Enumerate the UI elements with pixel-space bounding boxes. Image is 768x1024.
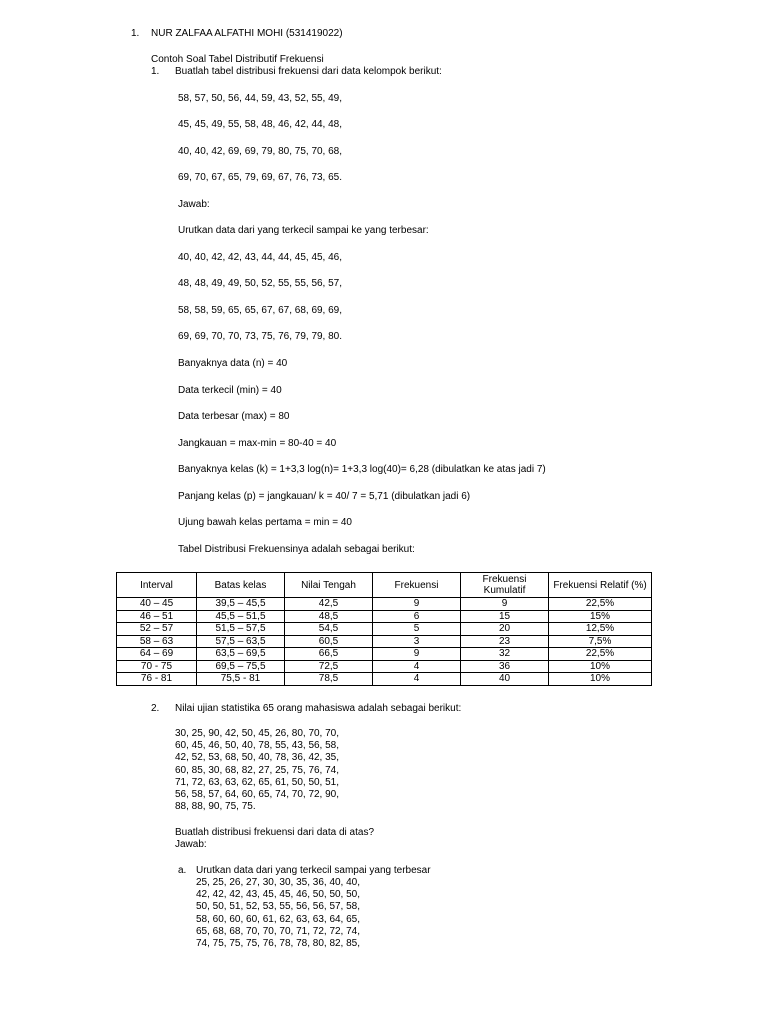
table-row <box>117 598 652 611</box>
step-text: Banyaknya data (n) = 40 <box>178 358 288 369</box>
sorted-line: 58, 58, 59, 65, 65, 67, 67, 68, 69, 69, <box>178 305 343 316</box>
table-cell: 3 <box>373 635 461 648</box>
data-line: 88, 88, 90, 75, 75. <box>175 801 256 813</box>
section-title: Contoh Soal Tabel Distributif Frekuensi <box>151 54 324 65</box>
data-line: 40, 40, 42, 69, 69, 79, 80, 75, 70, 68, <box>178 146 343 157</box>
q2-text: Nilai ujian statistika 65 orang mahasiswa adalah sebagai berikut: <box>175 703 462 714</box>
answer-label: Jawab: <box>178 199 210 210</box>
data-line: 60, 85, 30, 68, 82, 27, 25, 75, 76, 74, <box>175 764 340 776</box>
column-header: Frekuensi Relatif (%) <box>549 573 652 598</box>
table-cell: 70 - 75 <box>117 660 197 673</box>
table-cell: 4 <box>373 660 461 673</box>
step-text: Data terkecil (min) = 40 <box>178 385 282 396</box>
data-line: 60, 45, 46, 50, 40, 78, 55, 43, 56, 58, <box>175 740 340 752</box>
table-cell: 48,5 <box>285 610 373 623</box>
table-cell: 63,5 – 69,5 <box>197 648 285 661</box>
table-cell: 32 <box>461 648 549 661</box>
table-row <box>117 610 652 623</box>
step-text: Jangkauan = max-min = 80-40 = 40 <box>178 438 337 449</box>
table-cell: 39,5 – 45,5 <box>197 598 285 611</box>
column-header: Frekuensi <box>373 573 461 598</box>
table-cell: 54,5 <box>285 623 373 636</box>
table-cell: 12,5% <box>549 623 652 636</box>
data-line: 30, 25, 90, 42, 50, 45, 26, 80, 70, 70, <box>175 728 340 739</box>
sorted-line: 25, 25, 26, 27, 30, 30, 35, 36, 40, 40, <box>196 877 361 888</box>
table-row <box>117 635 652 648</box>
author-name: NUR ZALFAA ALFATHI MOHI (531419022) <box>151 28 343 39</box>
table-cell: 76 - 81 <box>117 673 197 686</box>
table-cell: 66,5 <box>285 648 373 661</box>
table-cell: 75,5 - 81 <box>197 673 285 686</box>
table-cell: 60,5 <box>285 635 373 648</box>
table-row <box>117 623 652 636</box>
table-cell: 9 <box>461 598 549 611</box>
data-line: 69, 70, 67, 65, 79, 69, 67, 76, 73, 65. <box>178 172 343 183</box>
data-line: 56, 58, 57, 64, 60, 65, 74, 70, 72, 90, <box>175 789 340 801</box>
table-cell: 22,5% <box>549 598 652 611</box>
table-cell: 72,5 <box>285 660 373 673</box>
table-cell: 9 <box>373 598 461 611</box>
data-line: 42, 52, 53, 68, 50, 40, 78, 36, 42, 35, <box>175 752 340 764</box>
table-cell: 78,5 <box>285 673 373 686</box>
sort-intro: Urutkan data dari yang terkecil sampai ke yang terbesar: <box>178 225 429 236</box>
sorted-line: 74, 75, 75, 75, 76, 78, 78, 80, 82, 85, <box>196 938 361 950</box>
sub-a-label: a. <box>178 865 187 876</box>
column-header: Frekuensi Kumulatif <box>461 573 549 598</box>
table-cell: 15 <box>461 610 549 623</box>
table-cell: 64 – 69 <box>117 648 197 661</box>
table-header-row <box>117 573 652 598</box>
list-number: 1. <box>131 28 140 39</box>
answer-label: Jawab: <box>175 839 207 850</box>
table-cell: 52 – 57 <box>117 623 197 636</box>
table-cell: 69,5 – 75,5 <box>197 660 285 673</box>
table-row <box>117 648 652 661</box>
table-cell: 10% <box>549 660 652 673</box>
table-cell: 57,5 – 63,5 <box>197 635 285 648</box>
table-cell: 22,5% <box>549 648 652 661</box>
table-cell: 40 <box>461 673 549 686</box>
table-cell: 42,5 <box>285 598 373 611</box>
step-text: Ujung bawah kelas pertama = min = 40 <box>178 517 352 528</box>
table-cell: 36 <box>461 660 549 673</box>
table-cell: 40 – 45 <box>117 598 197 611</box>
sorted-line: 42, 42, 42, 43, 45, 45, 46, 50, 50, 50, <box>196 889 361 901</box>
column-header: Nilai Tengah <box>285 573 373 598</box>
table-cell: 15% <box>549 610 652 623</box>
frequency-table <box>116 572 652 686</box>
data-line: 58, 57, 50, 56, 44, 59, 43, 52, 55, 49, <box>178 93 343 104</box>
table-cell: 51,5 – 57,5 <box>197 623 285 636</box>
step-text: Panjang kelas (p) = jangkauan/ k = 40/ 7 = 5,71 (dibulatkan jadi 6) <box>178 491 471 502</box>
table-cell: 58 – 63 <box>117 635 197 648</box>
table-row <box>117 673 652 686</box>
data-line: 71, 72, 63, 63, 62, 65, 61, 50, 50, 51, <box>175 776 340 788</box>
table-cell: 9 <box>373 648 461 661</box>
table-cell: 10% <box>549 673 652 686</box>
sorted-line: 50, 50, 51, 52, 53, 55, 56, 56, 57, 58, <box>196 901 361 913</box>
column-header: Batas kelas <box>197 573 285 598</box>
q2-data-block <box>175 728 339 813</box>
q2-question: Buatlah distribusi frekuensi dari data di atas? <box>175 827 375 838</box>
sub-a-data-block <box>196 877 360 950</box>
q1-number: 1. <box>151 66 160 77</box>
column-header: Interval <box>117 573 197 598</box>
step-text: Banyaknya kelas (k) = 1+3,3 log(n)= 1+3,3 log(40)= 6,28 (dibulatkan ke atas jadi 7) <box>178 464 546 475</box>
sorted-line: 69, 69, 70, 70, 73, 75, 76, 79, 79, 80. <box>178 331 343 342</box>
table-row <box>117 660 652 673</box>
table-cell: 46 – 51 <box>117 610 197 623</box>
table-cell: 7,5% <box>549 635 652 648</box>
step-text: Tabel Distribusi Frekuensinya adalah sebagai berikut: <box>178 544 415 555</box>
table-cell: 45,5 – 51,5 <box>197 610 285 623</box>
sorted-line: 48, 48, 49, 49, 50, 52, 55, 55, 56, 57, <box>178 278 343 289</box>
step-text: Data terbesar (max) = 80 <box>178 411 290 422</box>
table-cell: 6 <box>373 610 461 623</box>
sorted-line: 58, 60, 60, 60, 61, 62, 63, 63, 64, 65, <box>196 913 361 925</box>
sorted-line: 65, 68, 68, 70, 70, 70, 71, 72, 72, 74, <box>196 925 361 937</box>
q2-number: 2. <box>151 703 160 714</box>
q1-text: Buatlah tabel distribusi frekuensi dari data kelompok berikut: <box>175 66 442 77</box>
sub-a-text: Urutkan data dari yang terkecil sampai yang terbesar <box>196 865 431 876</box>
table-cell: 4 <box>373 673 461 686</box>
data-line: 45, 45, 49, 55, 58, 48, 46, 42, 44, 48, <box>178 119 343 130</box>
table-cell: 23 <box>461 635 549 648</box>
table-cell: 20 <box>461 623 549 636</box>
table-cell: 5 <box>373 623 461 636</box>
sorted-line: 40, 40, 42, 42, 43, 44, 44, 45, 45, 46, <box>178 252 343 263</box>
